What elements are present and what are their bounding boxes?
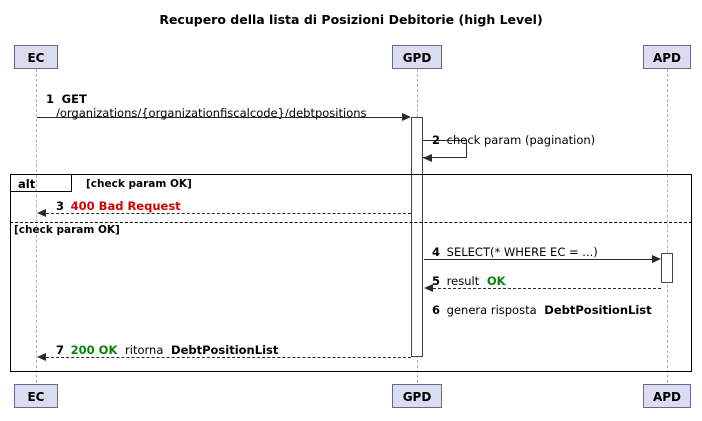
alt-guard-2: [check param OK] <box>14 224 120 236</box>
message-7-arrow-head <box>37 353 46 361</box>
participant-ec-bottom[interactable]: EC <box>14 384 58 408</box>
participant-apd-top[interactable]: APD <box>643 45 691 69</box>
message-4-arrow-head <box>652 255 661 263</box>
message-5-arrow-line <box>433 288 661 289</box>
message-7-arrow-line <box>46 357 411 358</box>
message-6-label: 6 genera risposta DebtPositionList <box>432 303 652 317</box>
message-5-arrow-head <box>424 284 433 292</box>
message-1-label: 1 GET <box>46 92 87 106</box>
message-2-arrow-head <box>423 154 432 162</box>
participant-apd-bottom[interactable]: APD <box>643 384 691 408</box>
message-7-label: 7 200 OK ritorna DebtPositionList <box>56 343 279 357</box>
participant-gpd-top[interactable]: GPD <box>392 45 442 69</box>
message-2-label: 2 check param (pagination) <box>432 133 596 147</box>
diagram-title: Recupero della lista di Posizioni Debitorie (high Level) <box>159 12 543 27</box>
alt-divider <box>10 222 692 223</box>
participant-ec-top[interactable]: EC <box>14 45 58 69</box>
message-4-arrow-line <box>424 259 652 260</box>
message-3-label: 3 400 Bad Request <box>56 199 181 213</box>
message-1-arrow-head <box>402 113 411 121</box>
participant-gpd-bottom[interactable]: GPD <box>392 384 442 408</box>
message-1-path: /organizations/{organizationfiscalcode}/debtpositions <box>56 106 367 120</box>
message-5-label: 5 result OK <box>432 274 506 288</box>
alt-guard-1: [check param OK] <box>86 178 192 190</box>
message-1-arrow-line <box>37 117 402 118</box>
message-4-label: 4 SELECT(* WHERE EC = ...) <box>432 245 598 259</box>
alt-operator-label: alt <box>18 177 36 191</box>
message-3-arrow-line <box>46 213 411 214</box>
message-3-arrow-head <box>37 209 46 217</box>
